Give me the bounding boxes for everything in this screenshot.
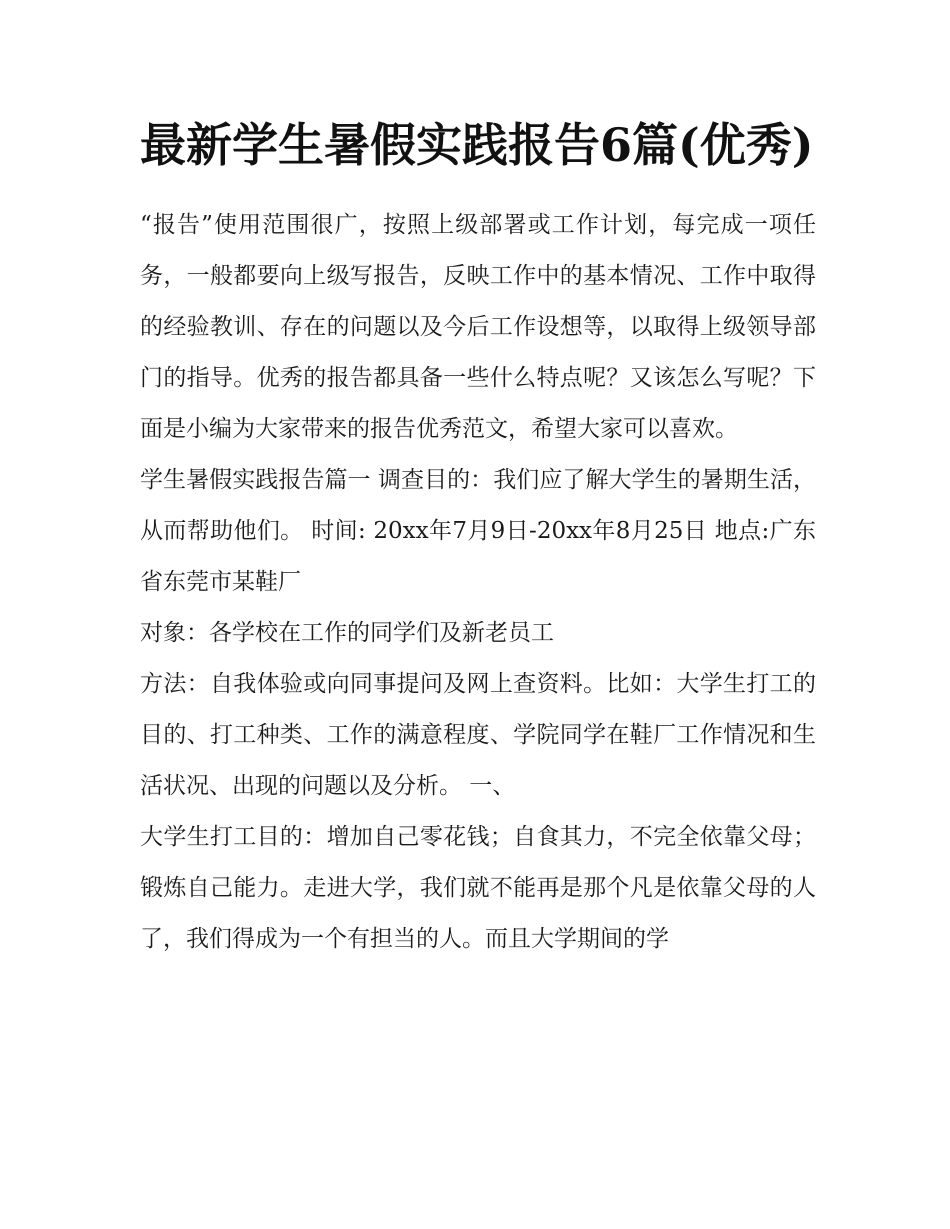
paragraph-methods: 方法：自我体验或向同事提问及网上查资料。比如：大学生打工的目的、打工种类、工作的满意程度、学院同学在鞋厂工作情况和生活状况、出现的问题以及分析。 一、 (140, 671, 816, 799)
document-body (140, 112, 816, 965)
document-title: 最新学生暑假实践报告6篇(优秀) (140, 118, 814, 172)
paragraph-purpose: 大学生打工目的：增加自己零花钱；自食其力，不完全依靠父母；锻炼自己能力。走进大学，我们就不能再是那个凡是依靠父母的人了，我们得成为一个有担当的人。而且大学期间的学 (140, 824, 816, 952)
paragraph-intro: “报告”使用范围很广，按照上级部署或工作计划，每完成一项任务，一般都要向上级写报告，反映工作中的基本情况、工作中取得的经验教训、存在的问题以及今后工作设想等，以取得上级领导部门的指导。优秀的报告都具备一些什么特点呢？又该怎么写呢？下面是小编为大家带来的报告优秀范文，希望大家可以喜欢。 (140, 212, 816, 442)
paragraph-report-header: 学生暑假实践报告篇一 调查目的：我们应了解大学生的暑期生活，从而帮助他们。 时间: 20xx年7月9日-20xx年8月25日 地点:广东省东莞市某鞋厂 (140, 467, 816, 595)
paragraph-subjects: 对象：各学校在工作的同学们及新老员工 (140, 620, 554, 646)
